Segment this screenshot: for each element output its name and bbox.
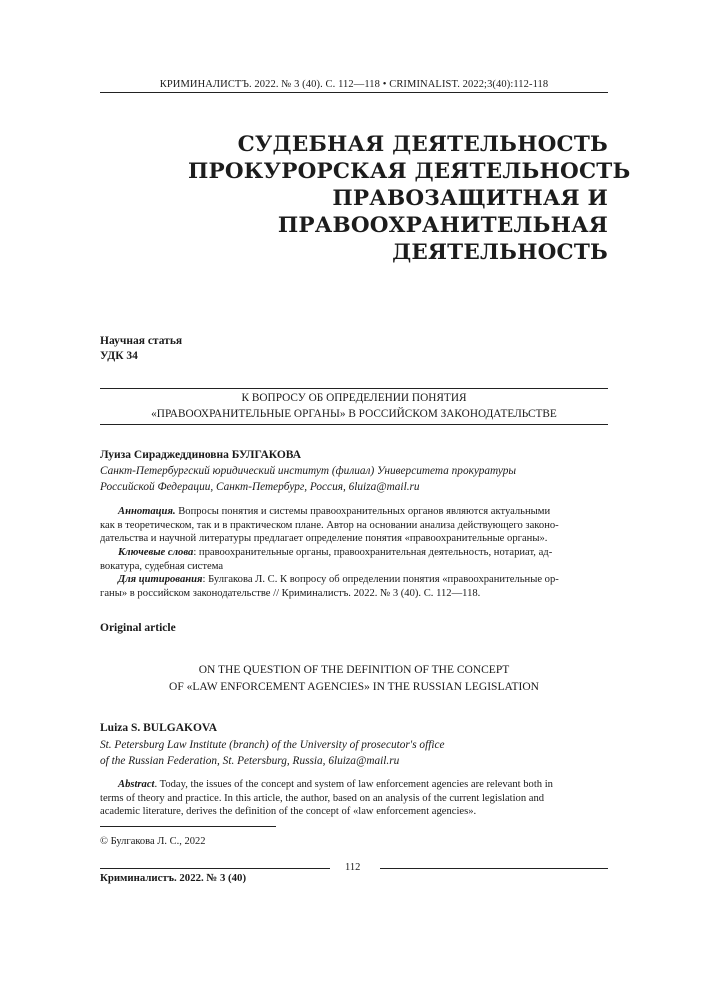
- affiliation-line: Российской Федерации, Санкт-Петербург, Россия, 6luiza@mail.ru: [100, 481, 420, 493]
- keywords-ru: [100, 546, 608, 573]
- abstract-label: Аннотация.: [118, 506, 176, 517]
- abstract-text: дательства и научной литературы предлагает определение понятия «правоохранительные органы».: [100, 533, 548, 545]
- article-title-line: К ВОПРОСУ ОБ ОПРЕДЕЛЕНИИ ПОНЯТИЯ: [241, 392, 467, 404]
- abstract-text: как в теоретическом, так и в практическом плане. Автор на основании анализа действующего законо-: [100, 519, 559, 531]
- copyright: © Булгакова Л. С., 2022: [100, 836, 206, 847]
- affiliation-line: of the Russian Federation, St. Petersburg, Russia, 6luiza@mail.ru: [100, 755, 400, 767]
- footnote-rule: [100, 826, 276, 827]
- affiliation-line: Санкт-Петербургский юридический институт (филиал) Университета прокуратуры: [100, 465, 517, 477]
- udc: УДК 34: [100, 350, 138, 362]
- article-type-ru: Научная статья: [100, 335, 183, 347]
- article-type-en: Original article: [100, 622, 176, 634]
- footer-journal: Криминалистъ. 2022. № 3 (40): [100, 872, 247, 884]
- citation-ru: [100, 573, 608, 600]
- abstract-text: terms of theory and practice. In this article, the author, based on an analysis of the current legislation and: [100, 792, 545, 804]
- author-en: Luiza S. BULGAKOVA: [100, 722, 218, 734]
- footer-rule-left: [100, 868, 330, 869]
- affiliation-en: [100, 737, 445, 769]
- section-title-line: СУДЕБНАЯ ДЕЯТЕЛЬНОСТЬ: [237, 132, 608, 157]
- abstract-text: . Today, the issues of the concept and system of law enforcement agencies are relevant both in: [154, 779, 553, 790]
- section-title-line: ПРАВОЗАЩИТНАЯ И: [332, 186, 608, 211]
- footer-rule-right: [380, 868, 608, 869]
- keywords-label: Ключевые слова: [118, 547, 194, 558]
- article-title-line: OF «LAW ENFORCEMENT AGENCIES» IN THE RUSSIAN LEGISLATION: [169, 681, 539, 693]
- title-rule-top: [100, 388, 608, 389]
- section-title-line: ДЕЯТЕЛЬНОСТЬ: [392, 240, 608, 265]
- page-number: 112: [345, 862, 361, 873]
- header-rule: [100, 92, 608, 93]
- keywords-text: вокатура, судебная система: [100, 560, 224, 572]
- citation-text: : Булгакова Л. С. К вопросу об определении понятия «правоохранительные ор-: [202, 574, 559, 585]
- abstract-text: Вопросы понятия и системы правоохранительных органов являются актуальными: [175, 506, 551, 517]
- abstract-label: Abstract: [118, 779, 155, 790]
- running-header: КРИМИНАЛИСТЪ. 2022. № 3 (40). С. 112—118 • CRIMINALIST. 2022;3(40):112-118: [159, 79, 549, 90]
- affiliation-ru: [100, 463, 516, 495]
- keywords-text: : правоохранительные органы, правоохранительная деятельность, нотариат, ад-: [193, 547, 553, 558]
- author-ru: Луиза Сираджеддиновна БУЛГАКОВА: [100, 449, 302, 461]
- citation-label: Для цитирования: [118, 574, 203, 585]
- article-title-ru: [100, 391, 608, 422]
- section-title: [188, 131, 631, 266]
- article-title-line: ON THE QUESTION OF THE DEFINITION OF THE CONCEPT: [198, 664, 510, 676]
- section-title-line: ПРАВООХРАНИТЕЛЬНАЯ: [277, 213, 608, 238]
- abstract-en: [100, 778, 608, 819]
- affiliation-line: St. Petersburg Law Institute (branch) of the University of prosecutor's office: [100, 739, 445, 751]
- article-title-line: «ПРАВООХРАНИТЕЛЬНЫЕ ОРГАНЫ» В РОССИЙСКОМ ЗАКОНОДАТЕЛЬСТВЕ: [151, 407, 557, 420]
- title-rule-bottom: [100, 424, 608, 425]
- citation-text: ганы» в российском законодательстве // Криминалистъ. 2022. № 3 (40). С. 112—118.: [100, 587, 481, 599]
- article-title-en: [100, 662, 608, 696]
- abstract-ru: [100, 505, 608, 546]
- abstract-text: academic literature, derives the definition of the concept of «law enforcement agencies».: [100, 806, 477, 818]
- section-title-line: ПРОКУРОРСКАЯ ДЕЯТЕЛЬНОСТЬ: [188, 159, 631, 184]
